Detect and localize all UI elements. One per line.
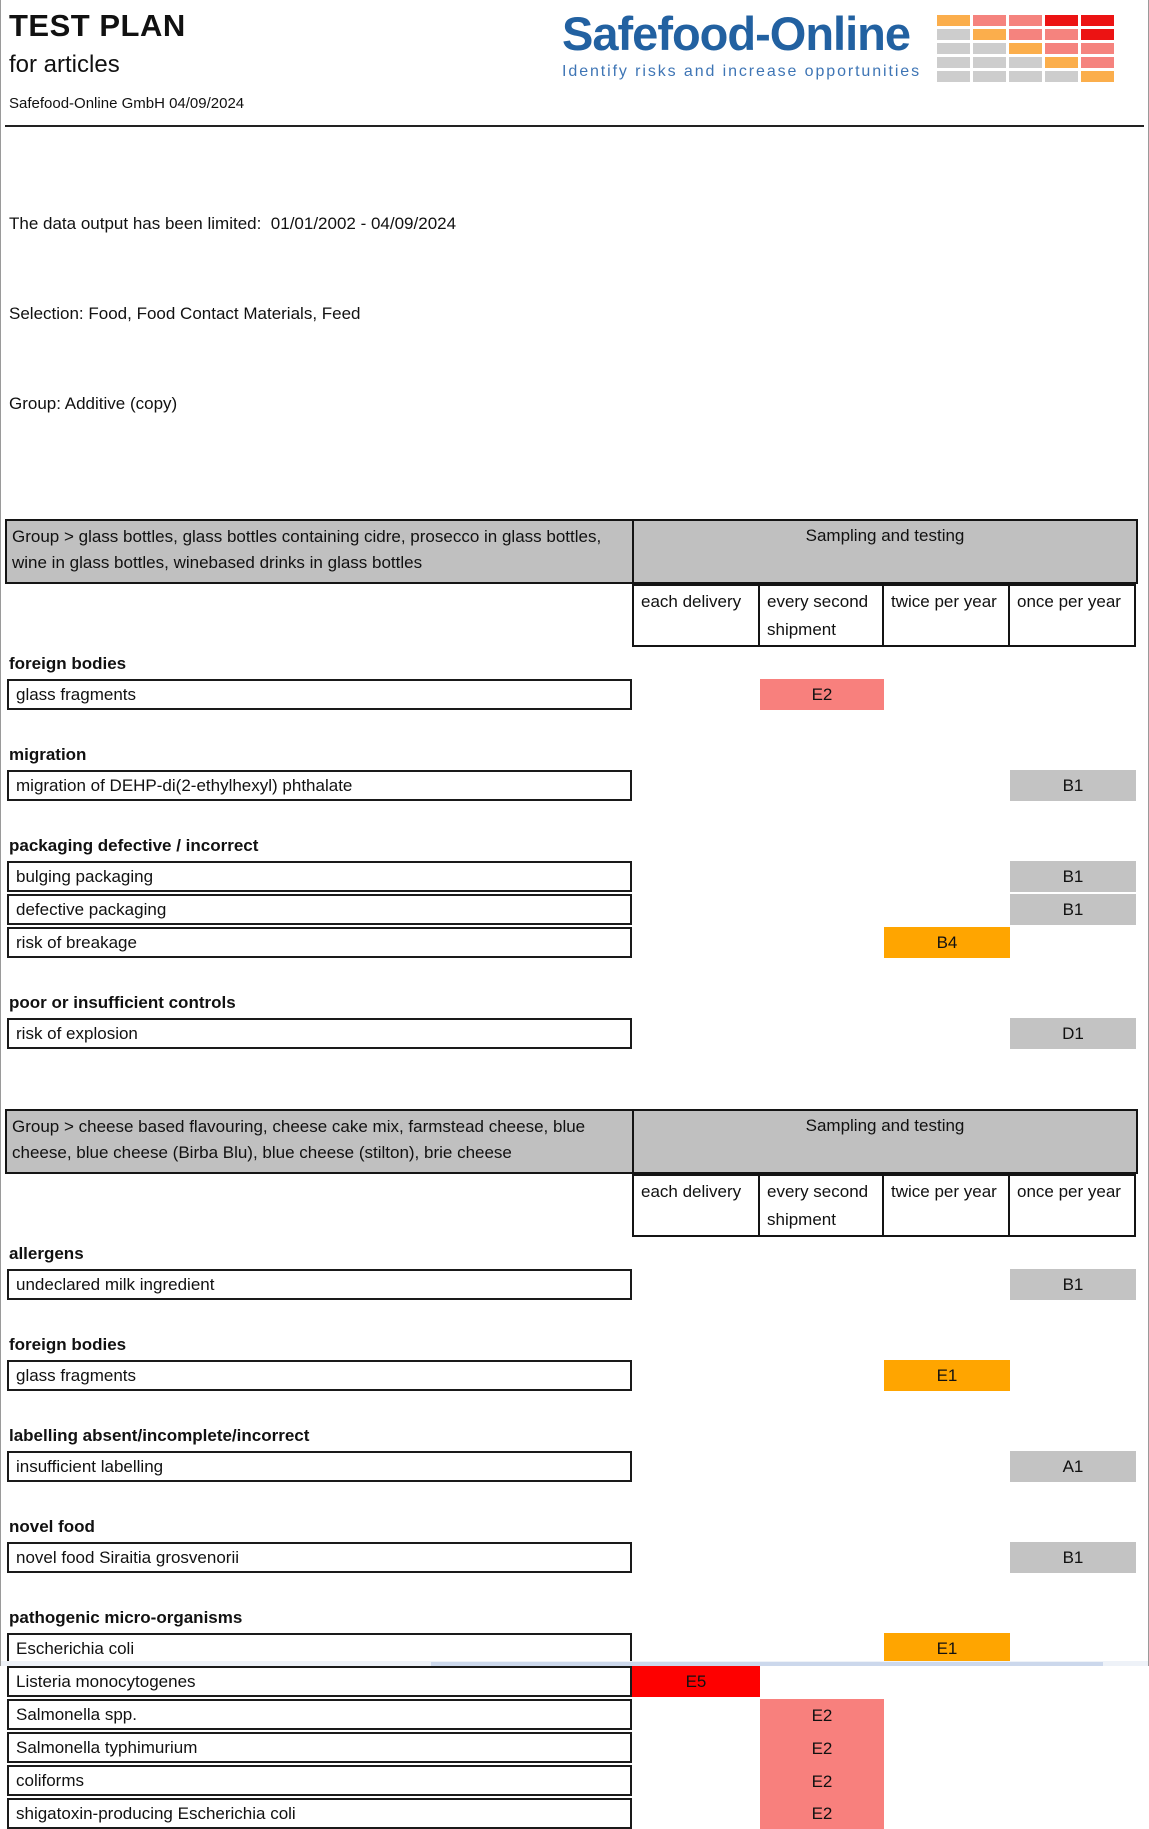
info-group-line: Group: Additive (copy)	[9, 394, 178, 413]
org-line: Safefood-Online GmbH 04/09/2024	[9, 95, 245, 112]
risk-label-box: Salmonella spp.	[7, 1699, 632, 1730]
logo-name: Safefood-Online	[562, 7, 910, 60]
table-row	[7, 1451, 1136, 1482]
group-title: Group > cheese based flavouring, cheese cake mix, farmstead cheese, blue cheese, blue cheese (Birba Blu), blue cheese (stilton), brie cheese	[12, 1117, 586, 1162]
matrix-cell	[1081, 29, 1114, 40]
section-title: foreign bodies	[9, 1335, 127, 1354]
status-chip: B1	[1010, 1542, 1136, 1573]
status-chip: A1	[1010, 1451, 1136, 1482]
table-row	[7, 861, 1136, 892]
logo-text	[562, 8, 921, 81]
group-table-cheese	[5, 1109, 1138, 1829]
risk-label-box: defective packaging	[7, 894, 632, 925]
matrix-cell	[1009, 57, 1042, 68]
matrix-cell	[937, 71, 970, 82]
section-title: pathogenic micro-organisms	[9, 1608, 243, 1627]
sampling-header: Sampling and testing	[632, 521, 1136, 582]
status-chip: B4	[884, 927, 1010, 958]
risk-label-box: glass fragments	[7, 1360, 632, 1391]
risk-label-box: bulging packaging	[7, 861, 632, 892]
matrix-cell	[973, 29, 1006, 40]
matrix-cell	[1081, 71, 1114, 82]
risk-matrix-logo	[937, 15, 1114, 82]
status-chip: E1	[884, 1633, 1010, 1664]
freq-header-row	[7, 584, 1136, 647]
matrix-cell	[1045, 57, 1078, 68]
matrix-cell	[1045, 43, 1078, 54]
info-limit-line: The data output has been limited: 01/01/2002 - 04/09/2024	[9, 214, 457, 233]
freq-col-header-every-second-shipment: every second shipment	[758, 1174, 884, 1237]
freq-col-header-each-delivery: each delivery	[632, 584, 760, 647]
section-novel-food	[7, 1517, 1138, 1573]
masthead	[5, 0, 1144, 120]
freq-col-header-once-per-year: once per year	[1008, 584, 1136, 647]
info-block	[5, 149, 1144, 479]
matrix-cell	[1009, 43, 1042, 54]
section-foreign-bodies	[7, 654, 1138, 710]
section-allergens	[7, 1244, 1138, 1300]
matrix-cell	[973, 57, 1006, 68]
table-row	[7, 770, 1136, 801]
status-chip: B1	[1010, 1269, 1136, 1300]
freq-col-header-each-delivery: each delivery	[632, 1174, 760, 1237]
group-header	[5, 519, 1138, 584]
risk-label-box: undeclared milk ingredient	[7, 1269, 632, 1300]
status-chip: E2	[760, 679, 884, 710]
status-chip: B1	[1010, 770, 1136, 801]
matrix-cell	[1009, 15, 1042, 26]
matrix-cell	[973, 43, 1006, 54]
risk-label-box: insufficient labelling	[7, 1451, 632, 1482]
matrix-cell	[1081, 57, 1114, 68]
table-row	[7, 1018, 1136, 1049]
freq-header-row	[7, 1174, 1136, 1237]
group-header	[5, 1109, 1138, 1174]
matrix-cell	[937, 29, 970, 40]
table-row	[7, 927, 1136, 958]
table-row	[7, 894, 1136, 925]
status-chip: B1	[1010, 861, 1136, 892]
section-title: packaging defective / incorrect	[9, 836, 259, 855]
section-packaging-defective	[7, 836, 1138, 958]
risk-label-box: migration of DEHP-di(2-ethylhexyl) phthalate	[7, 770, 632, 801]
matrix-cell	[1045, 71, 1078, 82]
table-row	[7, 679, 1136, 710]
freq-col-header-every-second-shipment: every second shipment	[758, 584, 884, 647]
status-chip: E2	[760, 1765, 884, 1799]
matrix-cell	[1081, 43, 1114, 54]
section-title: allergens	[9, 1244, 84, 1263]
risk-label-box: risk of explosion	[7, 1018, 632, 1049]
section-foreign-bodies	[7, 1335, 1138, 1391]
group-title: Group > glass bottles, glass bottles containing cidre, prosecco in glass bottles, wine in glass bottles, winebased drinks in glass bottles	[12, 527, 602, 572]
info-selection-line: Selection: Food, Food Contact Materials, Feed	[9, 304, 361, 323]
table-row	[7, 1542, 1136, 1573]
section-pathogenic-micro-organisms	[7, 1608, 1138, 1829]
section-title: labelling absent/incomplete/incorrect	[9, 1426, 310, 1445]
table-row	[7, 1732, 1136, 1763]
status-chip: E2	[760, 1699, 884, 1733]
matrix-cell	[1045, 15, 1078, 26]
matrix-cell	[973, 71, 1006, 82]
table-row	[7, 1699, 1136, 1730]
page-subtitle: for articles	[9, 51, 120, 78]
matrix-cell	[1009, 71, 1042, 82]
status-chip: B1	[1010, 894, 1136, 925]
risk-label-box: Salmonella typhimurium	[7, 1732, 632, 1763]
section-poor-controls	[7, 993, 1138, 1049]
header-divider	[5, 125, 1144, 127]
bottom-edge-strip	[1, 1661, 1148, 1666]
status-chip: E5	[632, 1666, 760, 1697]
logo-tagline: Identify risks and increase opportunities	[562, 63, 921, 80]
matrix-cell	[1081, 15, 1114, 26]
table-row	[7, 1269, 1136, 1300]
freq-col-header-twice-per-year: twice per year	[882, 1174, 1010, 1237]
status-chip: E2	[760, 1732, 884, 1766]
table-row	[7, 1798, 1136, 1829]
section-migration	[7, 745, 1138, 801]
freq-col-header-twice-per-year: twice per year	[882, 584, 1010, 647]
matrix-cell	[1045, 29, 1078, 40]
risk-label-box: Listeria monocytogenes	[7, 1666, 632, 1697]
status-chip: D1	[1010, 1018, 1136, 1049]
page-title: TEST PLAN	[9, 8, 186, 43]
risk-label-box: risk of breakage	[7, 927, 632, 958]
table-row	[7, 1633, 1136, 1664]
status-chip: E2	[760, 1798, 884, 1829]
matrix-cell	[937, 57, 970, 68]
section-title: foreign bodies	[9, 654, 127, 673]
risk-label-box: coliforms	[7, 1765, 632, 1796]
section-labelling	[7, 1426, 1138, 1482]
matrix-cell	[937, 43, 970, 54]
matrix-cell	[973, 15, 1006, 26]
risk-label-box: shigatoxin-producing Escherichia coli	[7, 1798, 632, 1829]
freq-col-header-once-per-year: once per year	[1008, 1174, 1136, 1237]
table-row	[7, 1360, 1136, 1391]
section-title: migration	[9, 745, 87, 764]
matrix-cell	[937, 15, 970, 26]
status-chip: E1	[884, 1360, 1010, 1391]
table-row	[7, 1666, 1136, 1697]
risk-label-box: novel food Siraitia grosvenorii	[7, 1542, 632, 1573]
group-table-glass-bottles	[5, 519, 1138, 1049]
risk-label-box: glass fragments	[7, 679, 632, 710]
matrix-cell	[1009, 29, 1042, 40]
section-title: poor or insufficient controls	[9, 993, 236, 1012]
bottom-edge-strip-inner	[431, 1662, 1103, 1666]
risk-label-box: Escherichia coli	[7, 1633, 632, 1664]
section-title: novel food	[9, 1517, 95, 1536]
sampling-header: Sampling and testing	[632, 1111, 1136, 1172]
safefood-online-logo	[562, 8, 1114, 82]
table-row	[7, 1765, 1136, 1796]
